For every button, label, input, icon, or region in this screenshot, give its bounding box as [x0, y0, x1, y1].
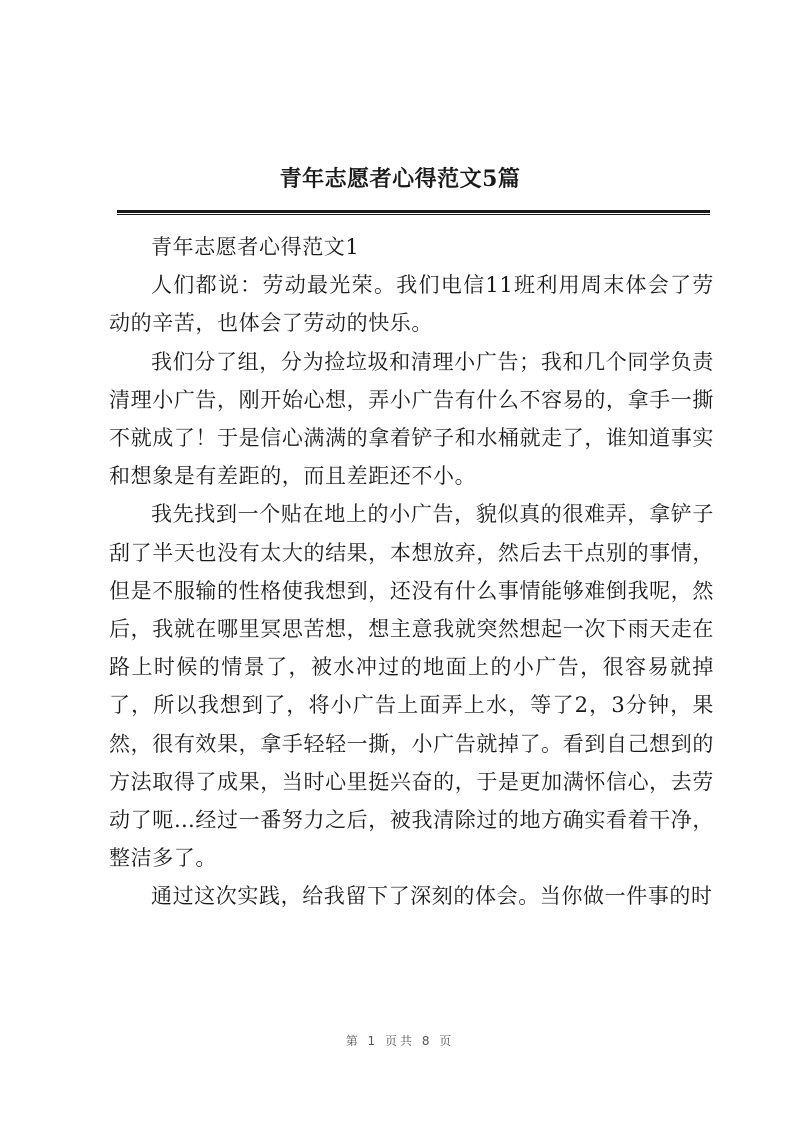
document-body — [109, 228, 714, 916]
title-underline-thin — [117, 214, 710, 215]
document-title: 青年志愿者心得范文5篇 — [279, 166, 521, 192]
paragraph: 我先找到一个贴在地上的小广告，貌似真的很难弄，拿铲子刮了半天也没有太大的结果，本想放弃，然后去干点别的事情，但是不服输的性格使我想到，还没有什么事情能够难倒我呢，然后，我就在哪里冥思苦想，想主意我就突然想起一次下雨天走在路上时候的情景了，被水冲过的地面上的小广告，很容易就掉了，所以我想到了，将小广告上面弄上水，等了2，3分钟，果然，很有效果，拿手轻轻一撕，小广告就掉了。看到自己想到的方法取得了成果，当时心里挺兴奋的，于是更加满怀信心，去劳动了呃…经过一番努力之后，被我清除过的地方确实看着干净，整洁多了。 — [109, 502, 714, 871]
paragraph: 通过这次实践，给我留下了深刻的体会。当你做一件事的时 — [151, 884, 713, 909]
section-heading: 青年志愿者心得范文1 — [151, 235, 360, 259]
paragraph: 我们分了组，分为捡垃圾和清理小广告；我和几个同学负责清理小广告，刚开始心想，弄小广告有什么不容易的，拿手一撕不就成了！于是信心满满的拿着铲子和水桶就走了，谁知道事实和想象是有差距的，而且差距还不小。 — [109, 349, 714, 489]
page-number-footer: 第 1 页共 8 页 — [345, 1034, 455, 1048]
title-underline — [117, 210, 710, 213]
paragraph: 人们都说：劳动最光荣。我们电信11班利用周末体会了劳动的辛苦，也体会了劳动的快乐。 — [109, 273, 714, 336]
